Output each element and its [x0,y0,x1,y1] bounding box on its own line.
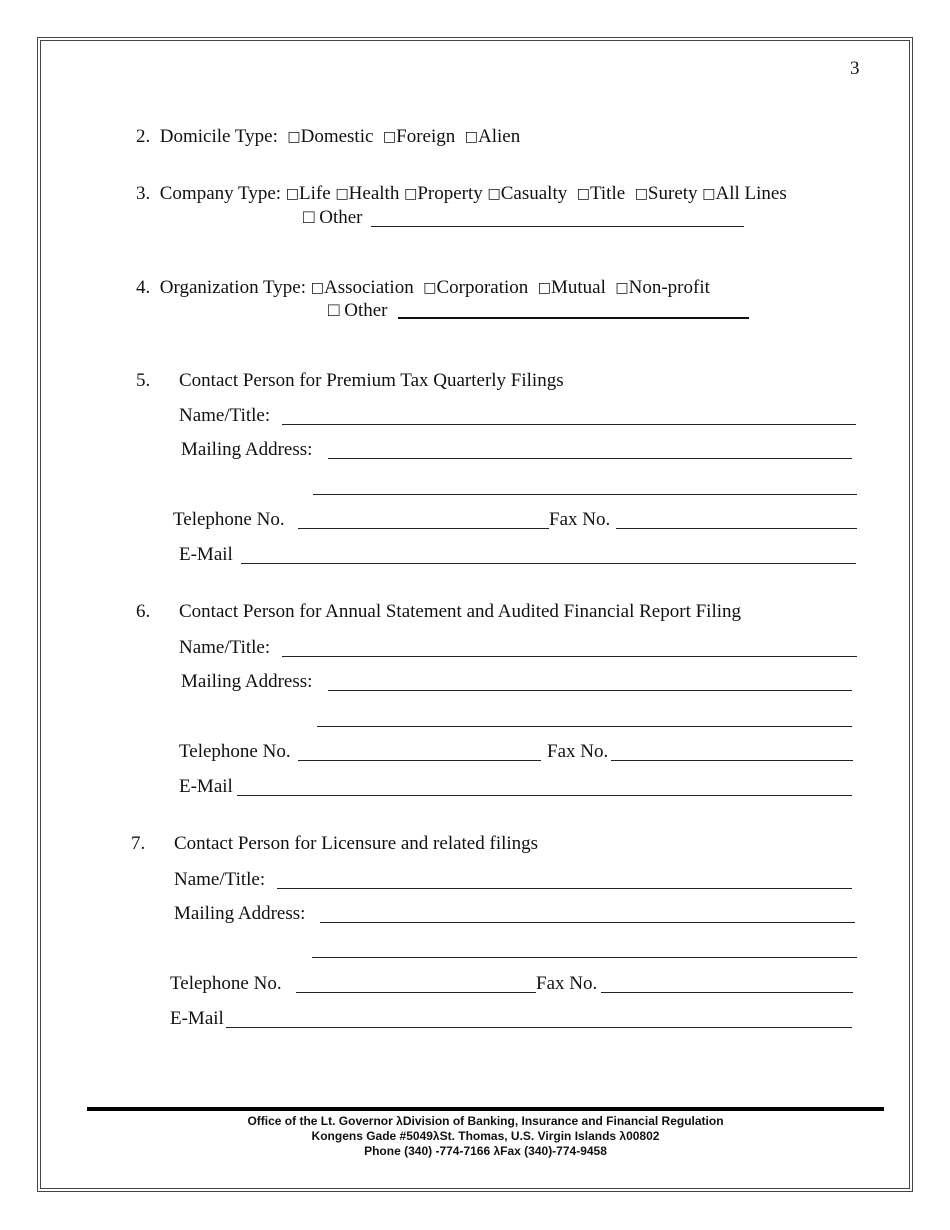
footer-office-line: Office of the Lt. Governor λDivision of Banking, Insurance and Financial Regulation [247,1114,724,1128]
q7-fax-field[interactable] [601,992,853,993]
q3-label: Company Type: [159,183,282,204]
association-checkbox[interactable]: □Association [310,277,414,298]
q6-fax-label: Fax No. [547,741,609,762]
q7-number: 7. [131,833,146,854]
q6-address-field[interactable] [328,690,852,691]
q7-email-label: E-Mail [170,1008,224,1029]
q2-row [136,126,520,149]
q3-row [136,183,787,206]
casualty-checkbox[interactable]: □Casualty [487,183,568,204]
q3-other-field[interactable] [371,226,744,227]
q7-email-field[interactable] [226,1027,852,1028]
surety-checkbox[interactable]: □Surety [634,183,698,204]
q7-phone-field[interactable] [296,992,536,993]
q6-phone-field[interactable] [298,760,541,761]
foreign-checkbox[interactable]: □Foreign [382,126,456,147]
q5-address-label: Mailing Address: [181,439,313,460]
all-lines-checkbox[interactable]: □All Lines [702,183,787,204]
health-checkbox[interactable]: □Health [335,183,400,204]
q7-phone-label: Telephone No. [170,973,282,994]
q6-name-label: Name/Title: [179,637,271,658]
domestic-checkbox[interactable]: □Domestic [287,126,374,147]
footer-rule [87,1107,884,1111]
q5-email-label: E-Mail [179,544,233,565]
q6-address-line-2[interactable] [317,726,852,727]
q7-address-line-2[interactable] [312,957,857,958]
q6-number: 6. [136,601,151,622]
q5-number: 5. [136,370,151,391]
q3-other-checkbox[interactable]: □ Other [303,207,363,228]
property-checkbox[interactable]: □Property [404,183,483,204]
q6-address-label: Mailing Address: [181,671,313,692]
page-number: 3 [850,58,860,79]
q5-address-line-2[interactable] [313,494,857,495]
q4-row [136,277,710,300]
footer-phone-line: Phone (340) -774-7166 λFax (340)-774-9458 [364,1144,607,1158]
footer-address-line: Kongens Gade #5049λSt. Thomas, U.S. Virgin Islands λ00802 [311,1129,660,1143]
q5-fax-label: Fax No. [549,509,611,530]
corporation-checkbox[interactable]: □Corporation [423,277,529,298]
q2-number: 2. [136,126,151,147]
q7-name-field[interactable] [277,888,852,889]
q4-other-checkbox[interactable]: □ Other [328,300,388,321]
q7-address-field[interactable] [320,922,855,923]
q6-email-label: E-Mail [179,776,233,797]
q7-fax-label: Fax No. [536,973,598,994]
alien-checkbox[interactable]: □Alien [464,126,521,147]
q7-address-label: Mailing Address: [174,903,306,924]
q5-name-field[interactable] [282,424,856,425]
life-checkbox[interactable]: □Life [285,183,331,204]
q2-label: Domicile Type: [159,126,278,147]
non-profit-checkbox[interactable]: □Non-profit [615,277,710,298]
q3-number: 3. [136,183,151,204]
title-checkbox[interactable]: □Title [576,183,626,204]
q5-phone-field[interactable] [298,528,549,529]
q5-address-field[interactable] [328,458,852,459]
mutual-checkbox[interactable]: □Mutual [537,277,606,298]
q7-name-label: Name/Title: [174,869,266,890]
q4-number: 4. [136,277,151,298]
q6-name-field[interactable] [282,656,857,657]
q4-other-field[interactable] [398,317,749,319]
q5-phone-label: Telephone No. [173,509,285,530]
q6-fax-field[interactable] [611,760,853,761]
q6-email-field[interactable] [237,795,852,796]
q6-heading: Contact Person for Annual Statement and Audited Financial Report Filing [179,601,742,622]
q5-fax-field[interactable] [616,528,857,529]
q7-heading: Contact Person for Licensure and related filings [174,833,539,854]
q4-label: Organization Type: [159,277,306,298]
q5-heading: Contact Person for Premium Tax Quarterly Filings [179,370,564,391]
q6-phone-label: Telephone No. [179,741,291,762]
q5-name-label: Name/Title: [179,405,271,426]
q5-email-field[interactable] [241,563,856,564]
